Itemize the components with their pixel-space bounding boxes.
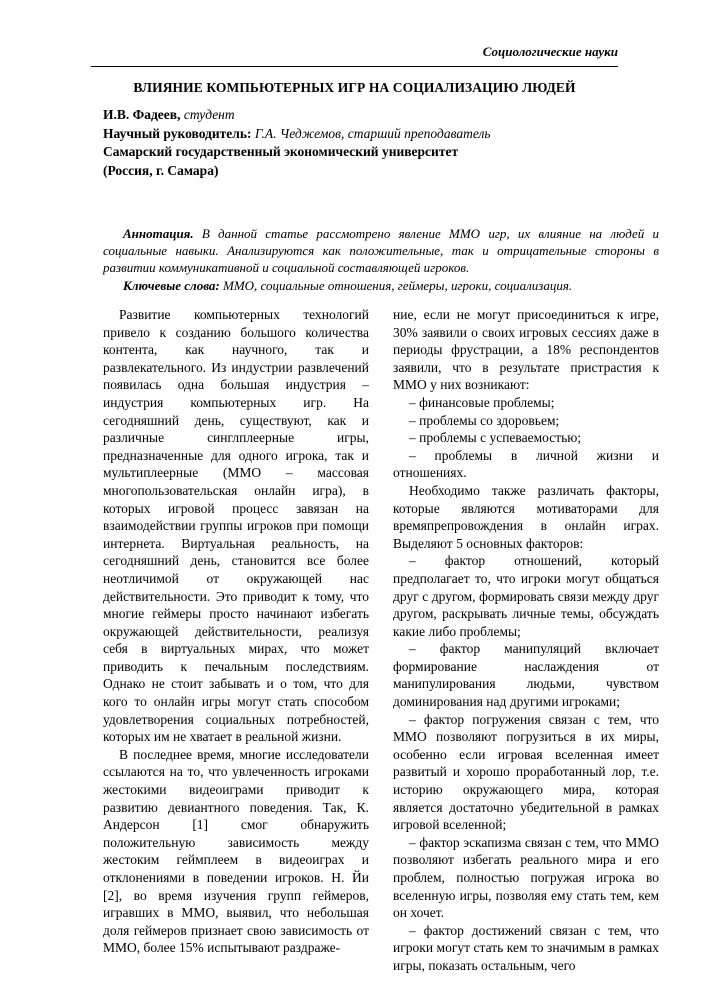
list-item: – фактор достижений связан с тем, что игроки могут стать кем то значимым в рамках игры, показать остальным, чего [393,922,659,973]
author-name: И.В. Фадеев, [103,107,181,122]
list-item: – проблемы в личной жизни и отношениях. [393,447,659,481]
list-item: – фактор эскапизма связан с тем, что ММО позволяют избегать реального мира и его проблем, полностью погружая игрока во вселенную игры, позволяя ему стать тем, кем он хочет. [393,834,659,921]
keywords [103,277,659,294]
keywords-text: ММО, социальные отношения, геймеры, игроки, социализация. [223,278,573,293]
author-role: студент [183,107,235,122]
list-item: – фактор манипуляций включает формирование наслаждения от манипулирования людьми, чувством доминирования над другими игроками; [393,641,659,710]
body-paragraph: Необходимо также различать факторы, которые являются мотиваторами для времяпрепровождения в онлайн играх. Выделяют 5 основных факторов: [393,482,659,551]
location: (Россия, г. Самара) [103,162,219,178]
supervisor-label: Научный руководитель: [103,125,252,141]
abstract-label: Аннотация. [123,226,194,241]
list-item: – фактор отношений, который предполагает то, что игроки могут общаться друг с другом, формировать связи между друг другом, раскрывать личные темы, обсуждать какие либо проблемы; [393,553,659,639]
list-item: – финансовые проблемы; [409,394,555,410]
supervisor-name: Г.А. Чеджемов, старший преподаватель [254,125,491,141]
author-block [103,106,623,180]
body-column-left [103,306,369,957]
list-item: – фактор погружения связан с тем, что ММО позволяют погрузиться в их миры, особенно если игровая вселенная имеет развитый и хорошо проработанный лор, т.е. историю окружающего мира, которая является достаточно убедительной в рамках игровой вселенной; [393,711,659,833]
body-paragraph: Развитие компьютерных технологий привело к созданию большого количества контента, как научного, так и развлекательного. Из индустрии развлечений появилась одна большая индустрия – индустрия компьютерных игр. На сегодняшний день, существуют, как и различные синглплеерные игры, предназначенные для одного игрока, так и мультиплеерные (ММО – массовая многопользовательская онлайн игра), в которых игровой процесс завязан на взаимодействии группы игроков при помощи интернета. Виртуальная реальность, на сегодняшний день, становится все более неотличимой от окружающей нас действительности. Это приводит к тому, что многие геймеры просто начинают избегать окружающей действительности, реализуя себя в виртуальных мирах, что может приводить к печальным последствиям. Однако не стоит забывать и о том, что для кого то онлайн игры могут стать способом удовлетворения социальных потребностей, которых им не хватает в реальной жизни. [103,307,369,745]
body-column-right [393,306,659,975]
running-head: Социологические науки [482,44,618,59]
body-paragraph: В последнее время, многие исследователи ссылаются на то, что увлеченность игроками жестокими видеоиграми приводит к развитию девиантного поведения. Так, К. Андерсон [1] смог обнаружить положительную зависимость между жестоким геймплеем в видеоиграх и отклонениями в поведении игроков. Н. Йи [2], во время изучения групп геймеров, игравших в ММО, выявил, что небольшая доля геймеров признает свою зависимость от ММО, более 15% испытывают раздраже- [103,746,369,956]
list-item: – проблемы с успеваемостью; [409,430,582,446]
abstract [103,225,659,277]
keywords-label: Ключевые слова: [123,278,220,293]
abstract-text: В данной статье рассмотрено явление ММО игр, их влияние на людей и социальные навыки. Анализируются как положительные, так и отрицательные стороны в развитии коммуникативной и социальной составляющей игроков. [103,226,660,276]
university: Самарский государственный экономический университет [103,144,459,159]
article-title: ВЛИЯНИЕ КОМПЬЮТЕРНЫХ ИГР НА СОЦИАЛИЗАЦИЮ ЛЮДЕЙ [133,80,576,95]
supervisor-line [103,125,623,144]
body-paragraph: ние, если не могут присоединиться к игре, 30% заявили о своих игровых сессиях даже в периоды фрустрации, а 18% респондентов заявили, что в результате пристрастия к ММО у них возникают: [393,307,659,393]
header-rule [91,66,618,67]
author-line [103,106,623,125]
list-item: – проблемы со здоровьем; [409,412,560,428]
